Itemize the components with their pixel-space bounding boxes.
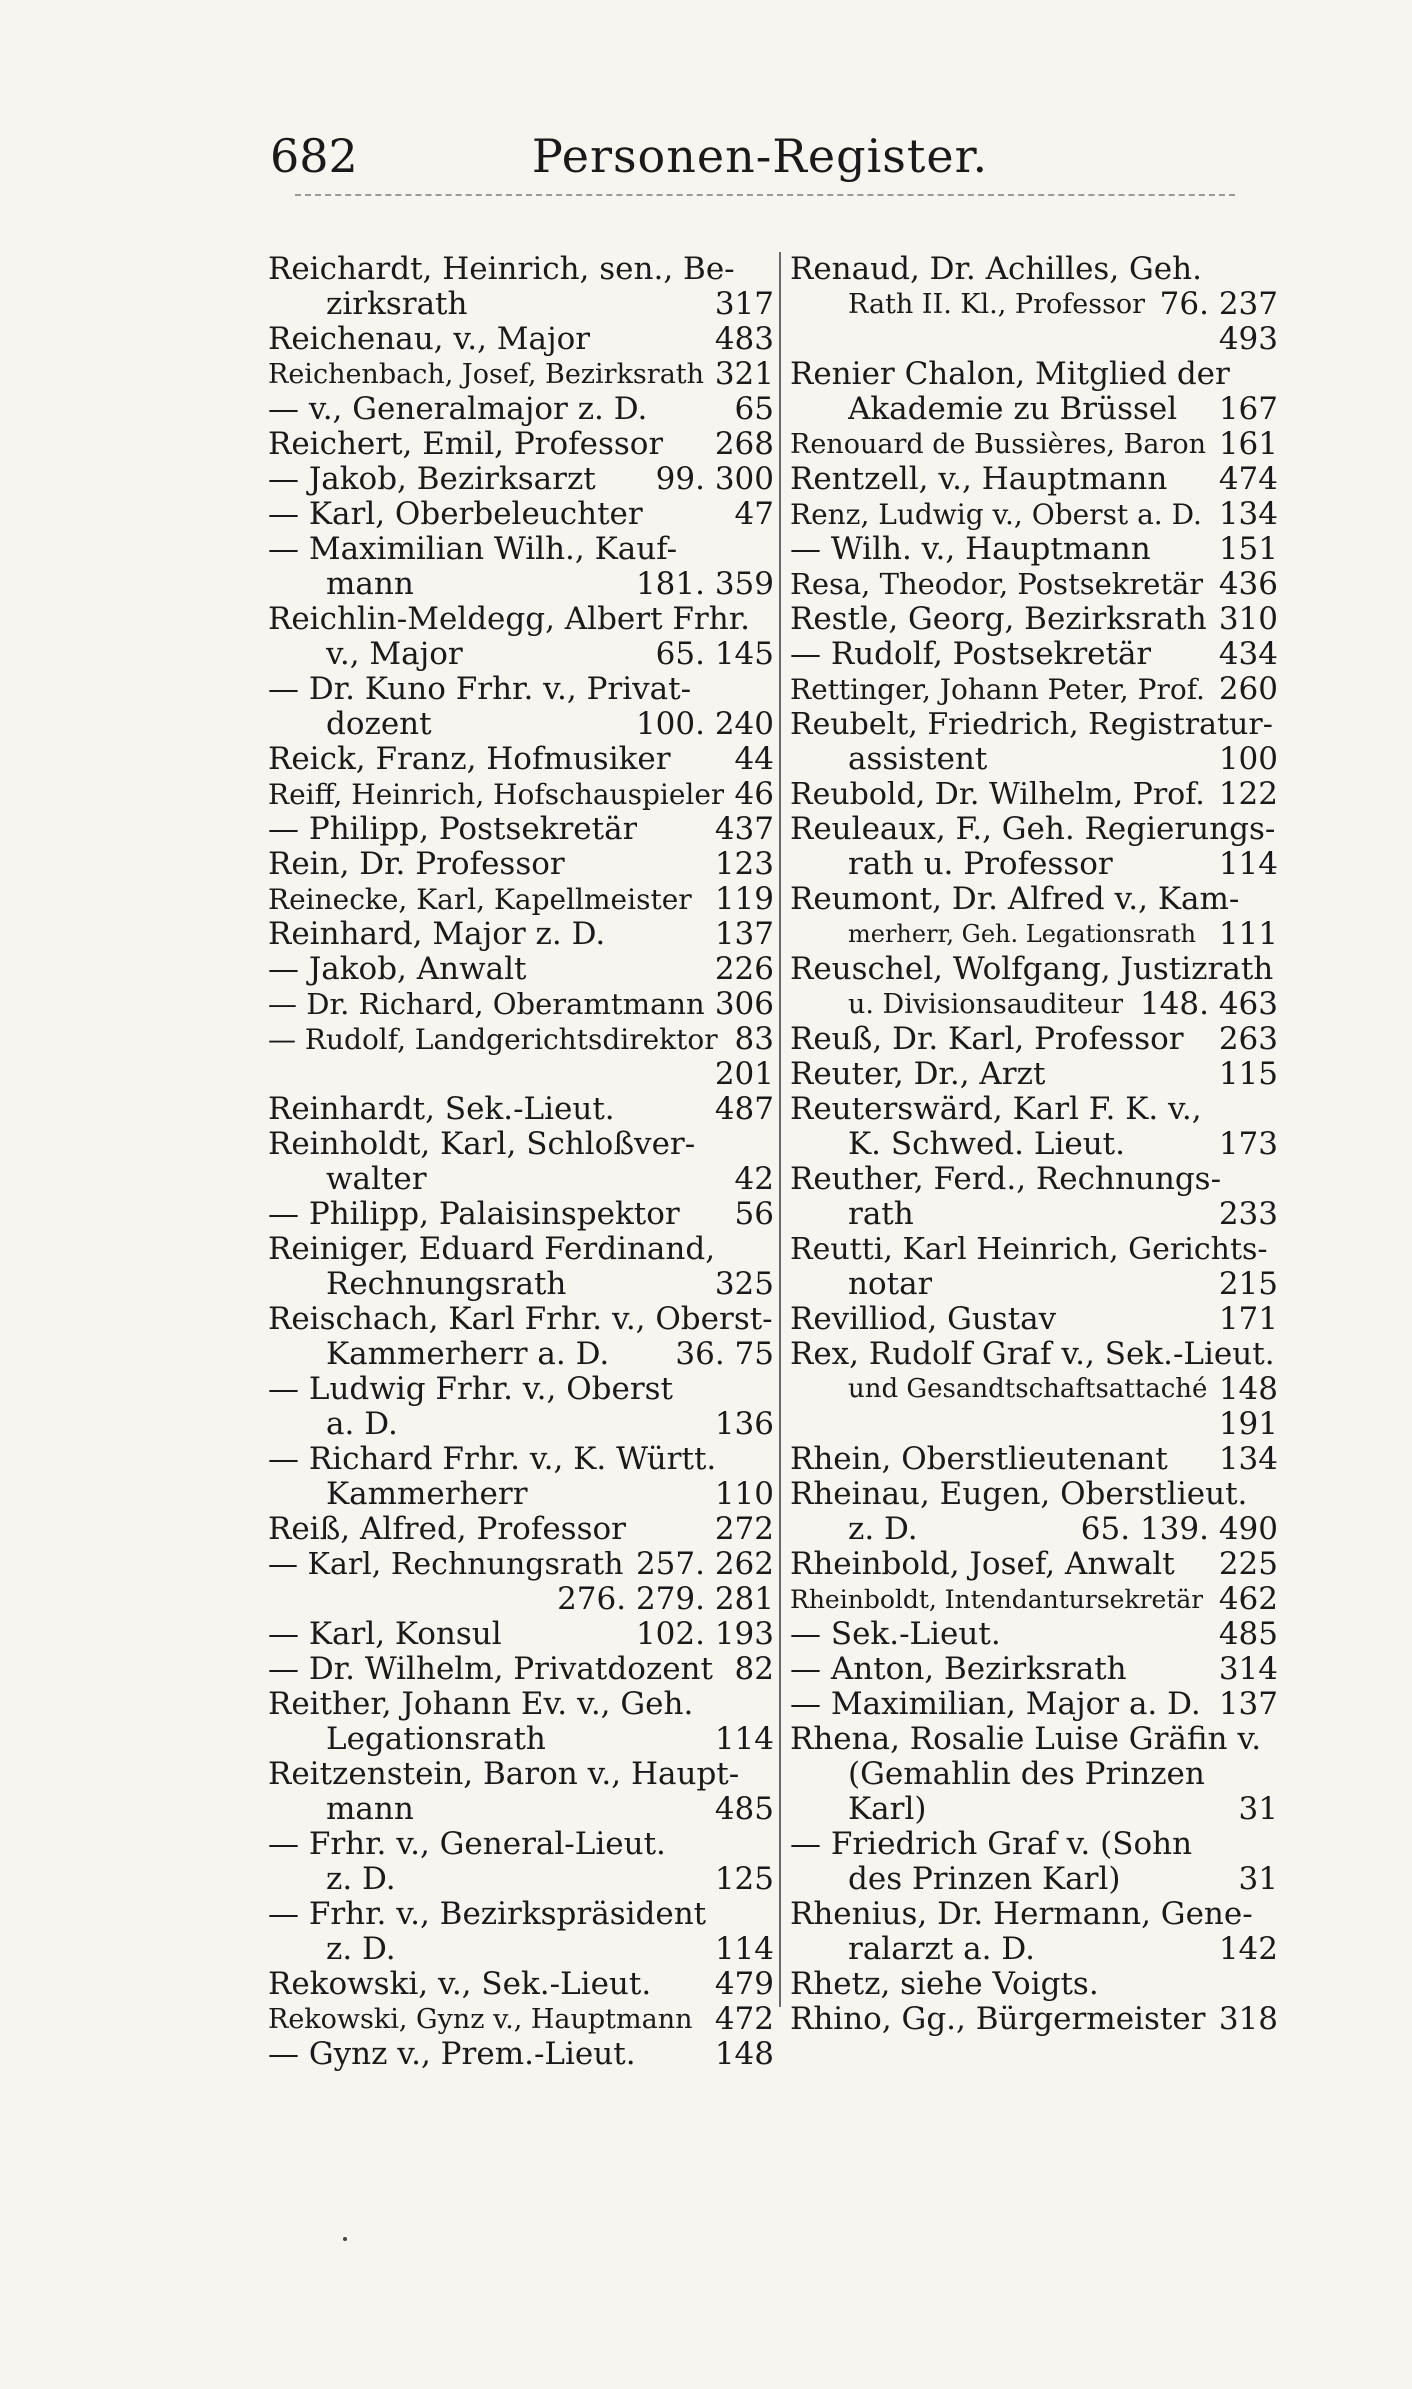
- entry-pages: 42: [734, 1161, 774, 1197]
- entry-text: Rhein, Oberstlieutenant: [790, 1442, 1168, 1477]
- entry-text: Reubold, Dr. Wilhelm, Prof.: [790, 777, 1205, 812]
- entry-pages: 485: [714, 1791, 774, 1827]
- entry-pages: 115: [1218, 1056, 1278, 1092]
- entry-text: — Philipp, Palaisinspektor: [268, 1197, 680, 1232]
- register-entry-line: [790, 1477, 1278, 1512]
- entry-text: z. D.: [326, 1862, 396, 1897]
- register-entry-line: [268, 1582, 774, 1617]
- register-entry-line: [268, 1302, 774, 1337]
- entry-pages: 82: [734, 1651, 774, 1687]
- entry-text: Kammerherr a. D.: [326, 1337, 610, 1372]
- entry-text: u. Divisionsauditeur: [848, 989, 1124, 1020]
- register-entry-line: [790, 1722, 1278, 1757]
- register-entry-line: [268, 917, 774, 952]
- entry-text: assistent: [848, 742, 988, 777]
- entry-text: z. D.: [848, 1512, 918, 1547]
- entry-pages: 111: [1218, 916, 1278, 952]
- entry-text: Reick, Franz, Hofmusiker: [268, 742, 671, 777]
- entry-pages: 474: [1218, 461, 1278, 497]
- entry-text: — Ludwig Frhr. v., Oberst: [268, 1372, 673, 1407]
- entry-pages: 487: [714, 1091, 774, 1127]
- entry-text: Renz, Ludwig v., Oberst a. D.: [790, 498, 1202, 531]
- entry-pages: 31: [1238, 1791, 1278, 1827]
- entry-text: Revilliod, Gustav: [790, 1302, 1057, 1337]
- register-entry-line: [790, 1092, 1278, 1127]
- entry-pages: 260: [1218, 671, 1278, 707]
- register-entry-line: [268, 1372, 774, 1407]
- entry-pages: 136: [714, 1406, 774, 1442]
- register-entry-line: [268, 1827, 774, 1862]
- entry-pages: 479: [714, 1966, 774, 2002]
- entry-text: Reichenbach, Josef, Bezirksrath: [268, 359, 705, 390]
- entry-pages: 125: [714, 1861, 774, 1897]
- register-entry-line: [790, 1582, 1278, 1617]
- register-entry-line: [790, 1547, 1278, 1582]
- entry-text: v., Major: [326, 637, 463, 672]
- entry-pages: 314: [1218, 1651, 1278, 1687]
- entry-text: walter: [326, 1162, 427, 1197]
- entry-text: Reuther, Ferd., Rechnungs-: [790, 1162, 1222, 1197]
- register-entry-line: [268, 1092, 774, 1127]
- entry-text: — Jakob, Bezirksarzt: [268, 462, 596, 497]
- entry-pages: 114: [1218, 846, 1278, 882]
- entry-text: — Maximilian, Major a. D.: [790, 1687, 1201, 1722]
- entry-pages: 215: [1218, 1266, 1278, 1302]
- entry-pages: 272: [714, 1511, 774, 1547]
- paper-speck: [343, 2237, 347, 2241]
- entry-text: Rhino, Gg., Bürgermeister: [790, 2002, 1206, 2037]
- register-entry-line: [790, 1757, 1278, 1792]
- register-entry-line: [268, 462, 774, 497]
- register-entry-line: [268, 1547, 774, 1582]
- register-entry-line: [790, 1267, 1278, 1302]
- register-entry-line: [790, 1442, 1278, 1477]
- entry-pages: 100: [1218, 741, 1278, 777]
- register-entry-line: [790, 567, 1278, 602]
- register-entry-line: [268, 987, 774, 1022]
- entry-text: a. D.: [326, 1407, 398, 1442]
- entry-text: — Frhr. v., General-Lieut.: [268, 1827, 666, 1862]
- register-entry-line: [790, 357, 1278, 392]
- register-entry-line: [790, 1127, 1278, 1162]
- register-entry-line: [790, 847, 1278, 882]
- entry-text: Karl): [848, 1792, 927, 1827]
- register-entry-line: [268, 1232, 774, 1267]
- entry-pages: 76. 237: [1159, 286, 1278, 322]
- register-entry-line: [268, 882, 774, 917]
- register-entry-line: [790, 1687, 1278, 1722]
- entry-pages: 201: [714, 1056, 774, 1092]
- register-entry-line: [268, 497, 774, 532]
- entry-pages: 167: [1218, 391, 1278, 427]
- entry-text: Reinholdt, Karl, Schloßver-: [268, 1127, 696, 1162]
- register-entry-line: [268, 1932, 774, 1967]
- register-entry-line: [790, 1652, 1278, 1687]
- entry-pages: 181. 359: [635, 566, 774, 602]
- register-entry-line: [268, 532, 774, 567]
- register-entry-line: [790, 322, 1278, 357]
- register-entry-line: [268, 952, 774, 987]
- entry-pages: 65. 139. 490: [1080, 1511, 1278, 1547]
- entry-text: Reischach, Karl Frhr. v., Oberst-: [268, 1302, 773, 1337]
- entry-pages: 233: [1218, 1196, 1278, 1232]
- entry-text: Reuß, Dr. Karl, Professor: [790, 1022, 1184, 1057]
- register-entry-line: [268, 392, 774, 427]
- entry-pages: 318: [1218, 2001, 1278, 2037]
- entry-text: Rettinger, Johann Peter, Prof.: [790, 673, 1205, 706]
- entry-text: mann: [326, 567, 414, 602]
- entry-pages: 123: [714, 846, 774, 882]
- entry-pages: 102. 193: [635, 1616, 774, 1652]
- entry-pages: 65: [734, 391, 774, 427]
- register-entry-line: [790, 392, 1278, 427]
- register-entry-line: [268, 742, 774, 777]
- register-entry-line: [790, 1617, 1278, 1652]
- register-entry-line: [790, 1967, 1278, 2002]
- register-entry-line: [790, 777, 1278, 812]
- entry-pages: 310: [1218, 601, 1278, 637]
- page-title: Personen-Register.: [531, 129, 989, 183]
- register-entry-line: [268, 322, 774, 357]
- entry-text: — Philipp, Postsekretär: [268, 812, 638, 847]
- entry-pages: 148. 463: [1139, 986, 1278, 1022]
- register-entry-line: [268, 357, 774, 392]
- entry-text: merherr, Geh. Legationsrath: [848, 920, 1196, 948]
- entry-pages: 148: [714, 2036, 774, 2072]
- register-entry-line: [790, 742, 1278, 777]
- register-entry-line: [268, 1757, 774, 1792]
- register-entry-line: [268, 637, 774, 672]
- register-entry-line: [268, 672, 774, 707]
- register-entry-line: [268, 1652, 774, 1687]
- register-entry-line: [268, 1407, 774, 1442]
- register-entry-line: [268, 1722, 774, 1757]
- entry-pages: 110: [714, 1476, 774, 1512]
- entry-text: Rhetz, siehe Voigts.: [790, 1967, 1099, 2002]
- entry-pages: 437: [714, 811, 774, 847]
- entry-text: — Richard Frhr. v., K. Württ.: [268, 1442, 717, 1477]
- register-entry-line: [790, 1792, 1278, 1827]
- entry-text: Renier Chalon, Mitglied der: [790, 357, 1230, 392]
- entry-pages: 268: [714, 426, 774, 462]
- entry-text: — Wilh. v., Hauptmann: [790, 532, 1151, 567]
- entry-text: Rheinboldt, Intendantursekretär: [790, 1585, 1204, 1614]
- entry-pages: 485: [1218, 1616, 1278, 1652]
- entry-text: — Anton, Bezirksrath: [790, 1652, 1127, 1687]
- register-entry-line: [268, 847, 774, 882]
- entry-pages: 173: [1218, 1126, 1278, 1162]
- entry-pages: 137: [714, 916, 774, 952]
- entry-pages: 321: [714, 356, 774, 392]
- entry-pages: 151: [1218, 531, 1278, 567]
- register-entry-line: [268, 1057, 774, 1092]
- entry-pages: 263: [1218, 1021, 1278, 1057]
- page-number: 682: [270, 129, 358, 183]
- register-entry-line: [268, 707, 774, 742]
- entry-text: Reubelt, Friedrich, Registratur-: [790, 707, 1273, 742]
- entry-pages: 148: [1218, 1371, 1278, 1407]
- entry-text: Reuleaux, F., Geh. Regierungs-: [790, 812, 1276, 847]
- register-entry-line: [268, 1477, 774, 1512]
- entry-pages: 483: [714, 321, 774, 357]
- entry-pages: 171: [1218, 1301, 1278, 1337]
- entry-text: Akademie zu Brüssel: [848, 392, 1178, 427]
- register-entry-line: [268, 2037, 774, 2072]
- entry-text: K. Schwed. Lieut.: [848, 1127, 1125, 1162]
- entry-text: Rheinau, Eugen, Oberstlieut.: [790, 1477, 1248, 1512]
- entry-pages: 83: [734, 1021, 774, 1057]
- register-entry-line: [790, 812, 1278, 847]
- entry-text: Resa, Theodor, Postsekretär: [790, 567, 1204, 601]
- register-entry-line: [790, 532, 1278, 567]
- entry-text: Reutti, Karl Heinrich, Gerichts-: [790, 1232, 1268, 1267]
- entry-text: Rex, Rudolf Graf v., Sek.-Lieut.: [790, 1337, 1275, 1372]
- entry-pages: 119: [714, 881, 774, 917]
- entry-text: mann: [326, 1792, 414, 1827]
- entry-text: z. D.: [326, 1932, 396, 1967]
- entry-pages: 99. 300: [655, 461, 774, 497]
- register-entry-line: [268, 1442, 774, 1477]
- register-entry-line: [790, 252, 1278, 287]
- entry-pages: 276. 279. 281: [557, 1581, 774, 1617]
- entry-text: dozent: [326, 707, 432, 742]
- register-entry-line: [790, 637, 1278, 672]
- register-entry-line: [790, 1337, 1278, 1372]
- register-entry-line: [790, 1407, 1278, 1442]
- entry-pages: 31: [1238, 1861, 1278, 1897]
- register-entry-line: [790, 1897, 1278, 1932]
- register-entry-line: [790, 672, 1278, 707]
- register-entry-line: [268, 427, 774, 462]
- register-entry-line: [268, 1337, 774, 1372]
- register-entry-line: [268, 1967, 774, 2002]
- entry-text: Rhenius, Dr. Hermann, Gene-: [790, 1897, 1253, 1932]
- entry-text: — v., Generalmajor z. D.: [268, 392, 648, 427]
- register-entry-line: [268, 252, 774, 287]
- register-column-right: [790, 252, 1278, 2037]
- register-entry-line: [268, 1862, 774, 1897]
- entry-pages: 36. 75: [675, 1336, 774, 1372]
- entry-text: Reichlin-Meldegg, Albert Frhr.: [268, 602, 750, 637]
- register-entry-line: [790, 602, 1278, 637]
- entry-text: des Prinzen Karl): [848, 1862, 1121, 1897]
- entry-text: (Gemahlin des Prinzen: [848, 1757, 1205, 1792]
- entry-text: — Dr. Wilhelm, Privatdozent: [268, 1652, 713, 1687]
- entry-text: Renouard de Bussières, Baron: [790, 429, 1207, 460]
- register-entry-line: [268, 1792, 774, 1827]
- register-entry-line: [790, 1197, 1278, 1232]
- entry-text: — Dr. Kuno Frhr. v., Privat-: [268, 672, 692, 707]
- register-entry-line: [790, 1232, 1278, 1267]
- entry-text: rath: [848, 1197, 914, 1232]
- entry-pages: 493: [1218, 321, 1278, 357]
- entry-text: Kammerherr: [326, 1477, 528, 1512]
- register-entry-line: [790, 987, 1278, 1022]
- register-entry-line: [268, 812, 774, 847]
- entry-pages: 114: [714, 1931, 774, 1967]
- register-entry-line: [268, 1127, 774, 1162]
- entry-text: notar: [848, 1267, 933, 1302]
- register-entry-line: [790, 287, 1278, 322]
- entry-text: Reuterswärd, Karl F. K. v.,: [790, 1092, 1202, 1127]
- register-entry-line: [268, 287, 774, 322]
- entry-pages: 257. 262: [635, 1546, 774, 1582]
- entry-text: — Karl, Oberbeleuchter: [268, 497, 643, 532]
- register-entry-line: [268, 602, 774, 637]
- entry-text: — Gynz v., Prem.-Lieut.: [268, 2037, 636, 2072]
- entry-text: Reiniger, Eduard Ferdinand,: [268, 1232, 716, 1267]
- entry-text: Rheinbold, Josef, Anwalt: [790, 1547, 1175, 1582]
- entry-text: — Sek.-Lieut.: [790, 1617, 1001, 1652]
- entry-pages: 191: [1218, 1406, 1278, 1442]
- entry-text: Rentzell, v., Hauptmann: [790, 462, 1168, 497]
- entry-pages: 142: [1218, 1931, 1278, 1967]
- register-entry-line: [790, 462, 1278, 497]
- entry-pages: 122: [1218, 776, 1278, 812]
- register-column-left: [268, 252, 774, 2072]
- entry-text: Reumont, Dr. Alfred v., Kam-: [790, 882, 1240, 917]
- register-entry-line: [790, 1512, 1278, 1547]
- register-entry-line: [268, 1022, 774, 1057]
- register-entry-line: [268, 567, 774, 602]
- entry-text: ralarzt a. D.: [848, 1932, 1035, 1967]
- register-entry-line: [790, 1372, 1278, 1407]
- entry-text: Rath II. Kl., Professor: [848, 289, 1146, 320]
- entry-pages: 56: [734, 1196, 774, 1232]
- entry-text: rath u. Professor: [848, 847, 1113, 882]
- entry-pages: 47: [734, 496, 774, 532]
- entry-text: Reuter, Dr., Arzt: [790, 1057, 1046, 1092]
- entry-pages: 226: [714, 951, 774, 987]
- entry-text: — Maximilian Wilh., Kauf-: [268, 532, 678, 567]
- register-entry-line: [268, 1162, 774, 1197]
- register-entry-line: [790, 882, 1278, 917]
- entry-pages: 225: [1218, 1546, 1278, 1582]
- entry-text: — Friedrich Graf v. (Sohn: [790, 1827, 1193, 1862]
- entry-pages: 65. 145: [655, 636, 774, 672]
- entry-text: — Dr. Richard, Oberamtmann: [268, 987, 705, 1021]
- register-entry-line: [268, 1267, 774, 1302]
- entry-text: Restle, Georg, Bezirksrath: [790, 602, 1207, 637]
- entry-text: — Jakob, Anwalt: [268, 952, 527, 987]
- column-divider: [779, 252, 781, 2007]
- entry-pages: 325: [714, 1266, 774, 1302]
- entry-pages: 317: [714, 286, 774, 322]
- entry-text: Reitzenstein, Baron v., Haupt-: [268, 1757, 740, 1792]
- register-entry-line: [268, 1197, 774, 1232]
- entry-text: Reiß, Alfred, Professor: [268, 1512, 626, 1547]
- entry-text: — Karl, Konsul: [268, 1617, 502, 1652]
- entry-text: Rein, Dr. Professor: [268, 847, 565, 882]
- entry-pages: 100. 240: [635, 706, 774, 742]
- entry-text: Legationsrath: [326, 1722, 546, 1757]
- entry-pages: 462: [1218, 1581, 1278, 1617]
- entry-text: — Karl, Rechnungsrath: [268, 1547, 624, 1582]
- entry-pages: 134: [1218, 496, 1278, 532]
- entry-text: Reinecke, Karl, Kapellmeister: [268, 883, 692, 916]
- entry-pages: 44: [734, 741, 774, 777]
- entry-text: Reinhard, Major z. D.: [268, 917, 606, 952]
- entry-pages: 161: [1218, 426, 1278, 462]
- entry-text: — Rudolf, Postsekretär: [790, 637, 1152, 672]
- entry-text: Rechnungsrath: [326, 1267, 567, 1302]
- register-entry-line: [790, 1022, 1278, 1057]
- entry-text: Reinhardt, Sek.-Lieut.: [268, 1092, 615, 1127]
- header-rule: [295, 194, 1235, 196]
- register-entry-line: [268, 1687, 774, 1722]
- entry-text: zirksrath: [326, 287, 468, 322]
- entry-text: — Frhr. v., Bezirkspräsident: [268, 1897, 707, 1932]
- register-entry-line: [268, 1617, 774, 1652]
- register-entry-line: [790, 1057, 1278, 1092]
- entry-pages: 46: [734, 776, 774, 812]
- entry-text: Rekowski, Gynz v., Hauptmann: [268, 2004, 693, 2035]
- register-entry-line: [790, 1302, 1278, 1337]
- register-entry-line: [268, 777, 774, 812]
- register-entry-line: [790, 917, 1278, 952]
- register-entry-line: [790, 1932, 1278, 1967]
- register-entry-line: [268, 1512, 774, 1547]
- register-entry-line: [790, 427, 1278, 462]
- register-entry-line: [790, 952, 1278, 987]
- entry-pages: 436: [1218, 566, 1278, 602]
- register-entry-line: [790, 707, 1278, 742]
- register-entry-line: [790, 1827, 1278, 1862]
- entry-text: Reichardt, Heinrich, sen., Be-: [268, 252, 735, 287]
- entry-pages: 134: [1218, 1441, 1278, 1477]
- entry-pages: 306: [714, 986, 774, 1022]
- entry-text: Reichenau, v., Major: [268, 322, 591, 357]
- register-entry-line: [268, 2002, 774, 2037]
- entry-text: Rekowski, v., Sek.-Lieut.: [268, 1967, 652, 2002]
- entry-pages: 137: [1218, 1686, 1278, 1722]
- register-entry-line: [268, 1897, 774, 1932]
- entry-text: Renaud, Dr. Achilles, Geh.: [790, 252, 1202, 287]
- entry-text: Reuschel, Wolfgang, Justizrath: [790, 952, 1274, 987]
- register-entry-line: [790, 497, 1278, 532]
- entry-text: — Rudolf, Landgerichtsdirektor: [268, 1023, 718, 1056]
- entry-text: und Gesandtschaftsattaché: [848, 1374, 1208, 1404]
- register-entry-line: [790, 1162, 1278, 1197]
- entry-pages: 472: [714, 2001, 774, 2037]
- entry-text: Reichert, Emil, Professor: [268, 427, 664, 462]
- register-entry-line: [790, 1862, 1278, 1897]
- entry-pages: 434: [1218, 636, 1278, 672]
- entry-text: Reither, Johann Ev. v., Geh.: [268, 1687, 694, 1722]
- entry-text: Reiff, Heinrich, Hofschauspieler: [268, 778, 725, 811]
- register-entry-line: [790, 2002, 1278, 2037]
- page-header: [270, 128, 1250, 198]
- entry-pages: 114: [714, 1721, 774, 1757]
- entry-text: Rhena, Rosalie Luise Gräfin v.: [790, 1722, 1262, 1757]
